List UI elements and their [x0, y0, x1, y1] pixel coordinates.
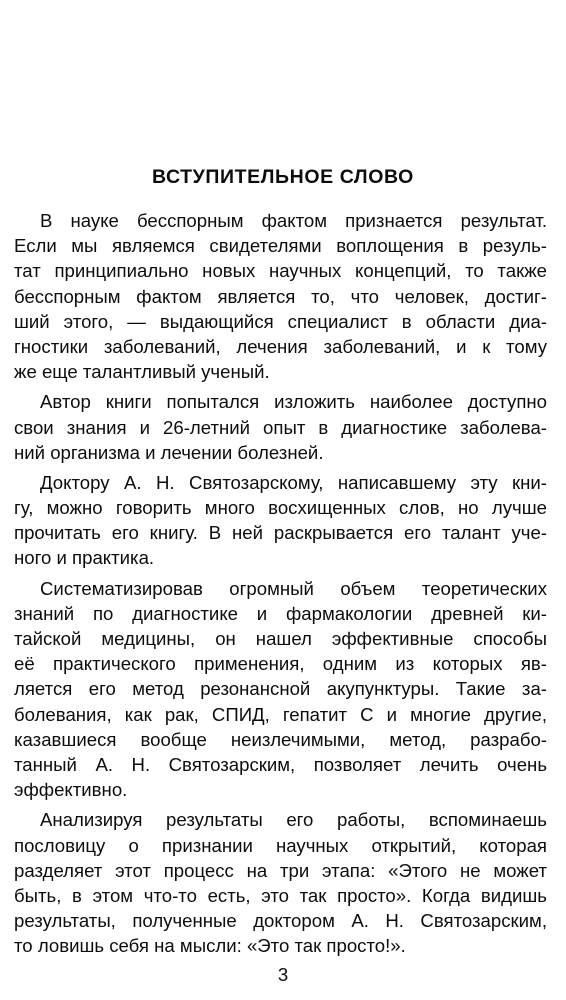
text-line: бесспорным фактом является то, что человек, достиг- [14, 285, 547, 307]
text-line: ний организма и лечении болезней. [14, 441, 324, 463]
body-text [14, 208, 547, 963]
text-line: эффективно. [14, 779, 128, 801]
text-line: то ловишь себя на мысли: «Это так просто!». [14, 935, 406, 957]
text-line: разделяет этот процесс на три этапа: «Этого не может [14, 859, 547, 881]
page-number: 3 [277, 964, 289, 985]
text-line: Если мы являемся свидетелями воплощения в резуль- [14, 235, 547, 257]
paragraph [14, 470, 547, 571]
text-line: прочитать его книгу. В ней раскрывается его талант уче- [14, 522, 547, 544]
text-line: Автор книги попытался изложить наиболее доступно [40, 391, 547, 413]
paragraph [14, 807, 547, 958]
text-line: гностики заболеваний, лечения заболеваний, и к тому [14, 335, 547, 357]
chapter-heading: ВСТУПИТЕЛЬНОЕ СЛОВО [152, 166, 414, 188]
text-line: танный А. Н. Святозарским, позволяет лечить очень [14, 753, 547, 775]
text-line: Доктору А. Н. Святозарскому, написавшему эту кни- [40, 471, 547, 493]
text-line: казавшиеся вообще неизлечимыми, метод, разрабо- [14, 728, 547, 750]
text-line: результаты, полученные доктором А. Н. Святозарским, [14, 910, 547, 932]
text-line: же еще талантливый ученый. [14, 361, 270, 383]
text-line: быть, в этом что-то есть, это так просто». Когда видишь [14, 884, 547, 906]
text-line: ляется его метод резонансной акупунктуры. Такие за- [14, 678, 547, 700]
text-line: гу, можно говорить много восхищенных слов, но лучше [14, 497, 547, 519]
text-line: Систематизировав огромный объем теоретических [40, 577, 547, 599]
text-line: свои знания и 26-летний опыт в диагностике заболева- [14, 416, 547, 438]
text-line: знаний по диагностике и фармакологии древней ки- [14, 602, 547, 624]
text-line: ного и практика. [14, 547, 155, 569]
text-line: ший этого, — выдающийся специалист в области диа- [14, 310, 547, 332]
text-line: В науке бесспорным фактом признается результат. [40, 210, 547, 231]
text-line: Анализируя результаты его работы, вспоминаешь [40, 809, 547, 831]
paragraph [14, 208, 547, 384]
text-line: пословицу о признании научных открытий, которая [14, 834, 547, 856]
paragraph [14, 576, 547, 803]
text-line: её практического применения, одним из которых яв- [14, 653, 547, 675]
text-line: тайской медицины, он нашел эффективные способы [14, 628, 547, 649]
text-line: тат принципиально новых научных концепций, то также [14, 260, 547, 282]
paragraph [14, 389, 547, 465]
text-line: болевания, как рак, СПИД, гепатит С и многие другие, [14, 703, 547, 725]
